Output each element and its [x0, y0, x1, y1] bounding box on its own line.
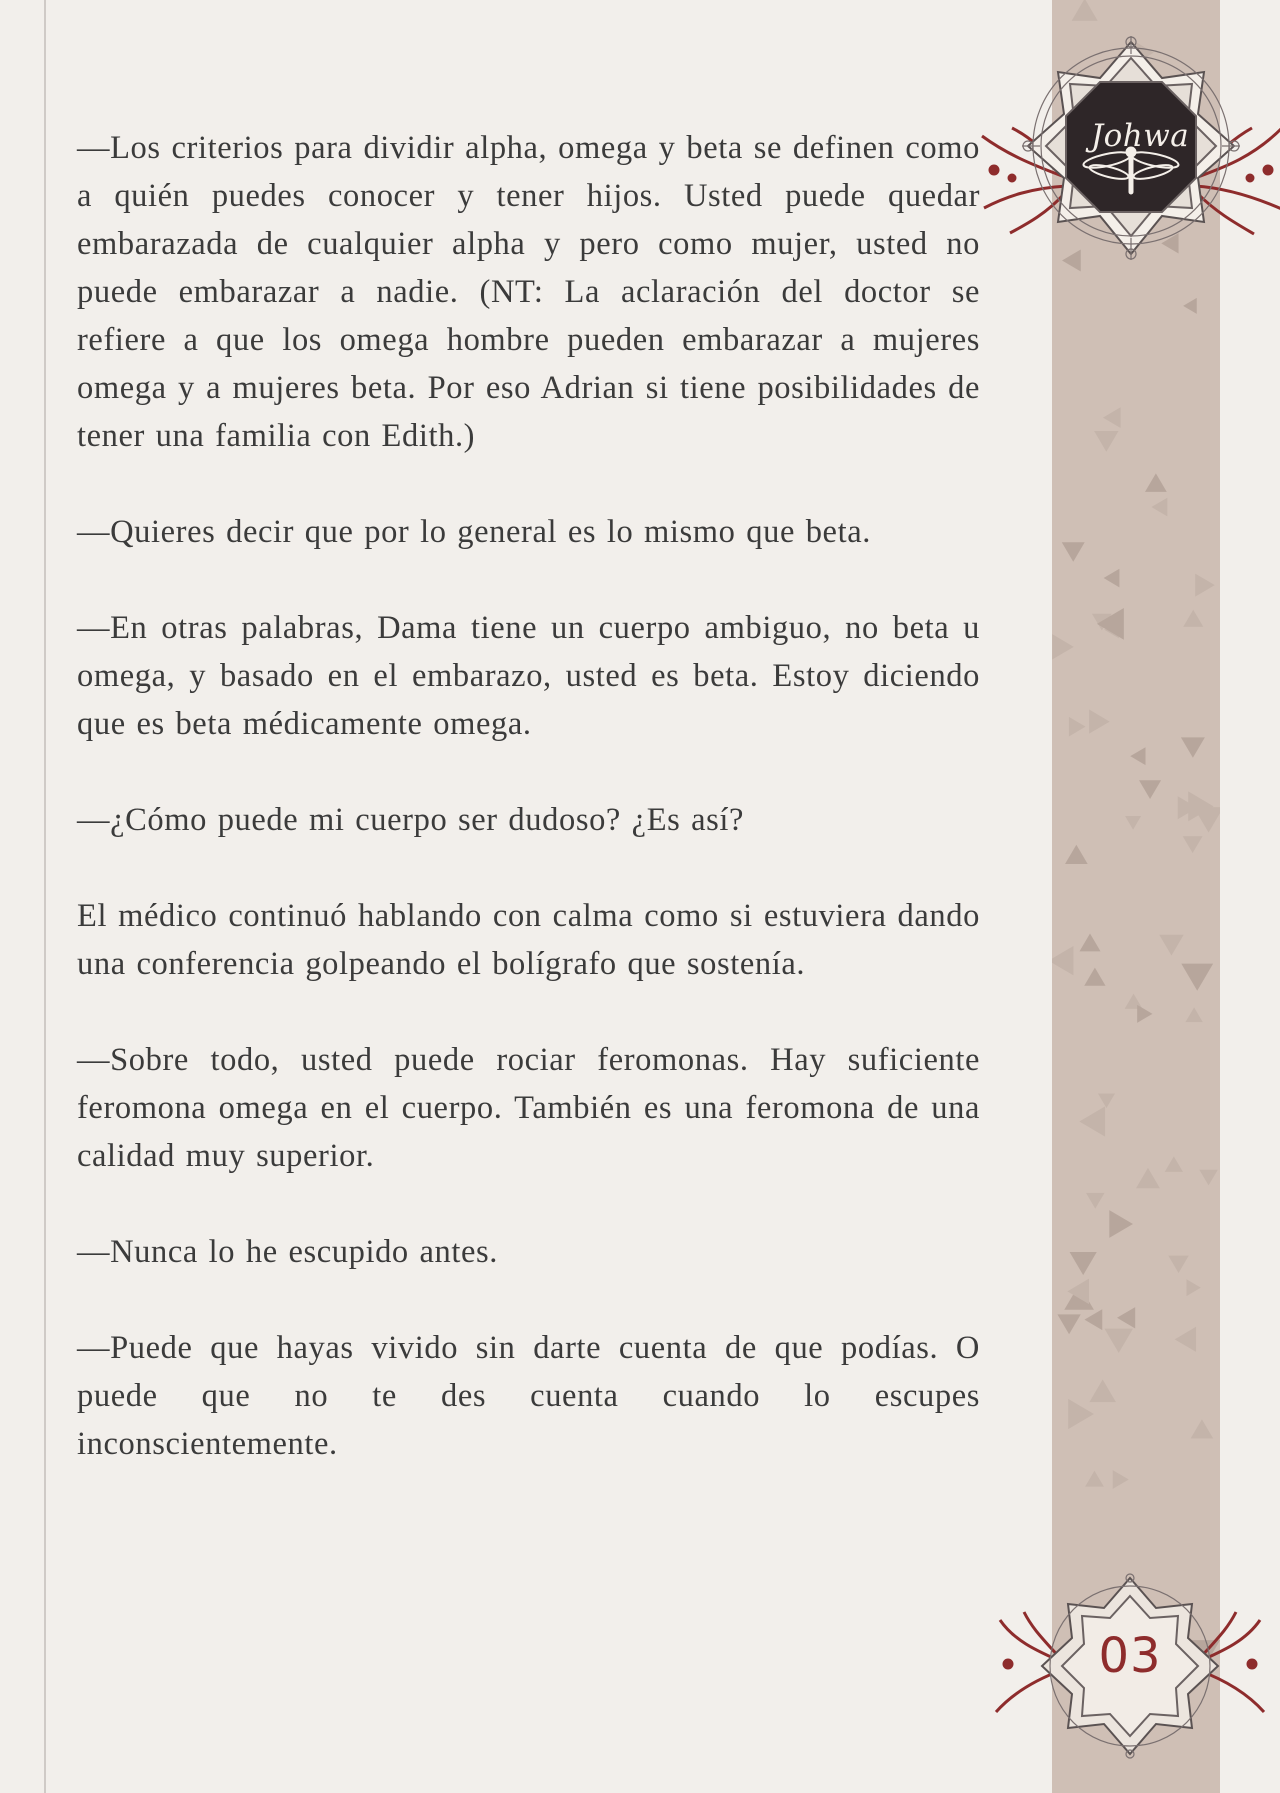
triangle-pattern-mark — [1145, 473, 1167, 491]
triangle-pattern-mark — [1191, 1419, 1214, 1438]
triangle-pattern-mark — [1089, 710, 1110, 734]
triangle-pattern-mark — [1097, 608, 1124, 640]
paragraph: —En otras palabras, Dama tiene un cuerpo ambiguo, no beta u omega, y basado en el embarazo, usted es beta. Estoy diciendo que es beta médicamente omega. — [77, 610, 980, 742]
triangle-pattern-mark — [1068, 1399, 1094, 1429]
triangle-pattern-mark — [1137, 1005, 1152, 1023]
triangle-pattern-mark — [1183, 610, 1203, 627]
triangle-pattern-mark — [1117, 1307, 1135, 1328]
brand-label: Johwa — [1090, 118, 1190, 154]
paragraph: El médico continuó hablando con calma como si estuviera dando una conferencia golpeando el bolígrafo que sostenía. — [77, 898, 980, 982]
paragraph: —Quieres decir que por lo general es lo mismo que beta. — [77, 514, 871, 550]
triangle-pattern-mark — [1104, 1329, 1133, 1353]
triangle-pattern-mark — [1052, 634, 1074, 659]
page-number: 03 — [1098, 1628, 1162, 1684]
page-margin-line — [44, 0, 46, 1793]
paragraph: —Sobre todo, usted puede rociar feromonas. Hay suficiente feromona omega en el cuerpo. También es una feromona de una calidad muy superior. — [77, 1042, 980, 1174]
triangle-pattern-mark — [1094, 431, 1118, 452]
triangle-pattern-mark — [1183, 836, 1203, 853]
triangle-pattern-mark — [1069, 717, 1086, 737]
mandala-ornament-top — [972, 28, 1280, 338]
triangle-pattern-mark — [1070, 1252, 1097, 1275]
triangle-pattern-mark — [1165, 1156, 1183, 1171]
triangle-pattern-mark — [1175, 1327, 1196, 1352]
triangle-pattern-mark — [1089, 1380, 1116, 1403]
paragraph: —Los criterios para dividir alpha, omega y beta se definen como a quién puedes conocer y tener hijos. Usted puede quedar embarazada de cualquier alpha y pero como mujer, usted no puede embarazar a nadie. (NT: La aclaración del doctor se refiere a que los omega hombre pueden embarazar a mujeres omega y a mujeres beta. Por eso Adrian si tiene posibilidades de tener una familia con Edith.) — [77, 130, 980, 454]
triangle-pattern-mark — [1151, 498, 1167, 517]
triangle-pattern-mark — [1159, 935, 1183, 956]
triangle-pattern-mark — [1136, 1168, 1160, 1188]
triangle-pattern-mark — [1181, 737, 1205, 757]
triangle-pattern-mark — [1086, 1193, 1105, 1209]
triangle-pattern-mark — [1079, 934, 1100, 952]
triangle-pattern-mark — [1109, 1210, 1133, 1238]
triangle-pattern-mark — [1113, 1470, 1129, 1489]
triangle-pattern-mark — [1084, 1309, 1102, 1330]
triangle-pattern-mark — [1181, 964, 1213, 991]
body-text — [77, 124, 980, 1516]
triangle-pattern-mark — [1130, 747, 1145, 765]
triangle-pattern-mark — [1065, 845, 1088, 864]
triangle-pattern-mark — [1098, 1093, 1115, 1107]
triangle-pattern-mark — [1199, 1170, 1217, 1186]
paragraph: —Puede que hayas vivido sin darte cuenta de que podías. O puede que no te des cuenta cuando lo escupes inconscientemente. — [77, 1330, 980, 1462]
triangle-pattern-mark — [1079, 1106, 1105, 1136]
triangle-pattern-mark — [1062, 542, 1085, 561]
paragraph: —Nunca lo he escupido antes. — [77, 1234, 499, 1270]
triangle-pattern-mark — [1185, 1007, 1202, 1022]
triangle-pattern-mark — [1125, 816, 1141, 830]
triangle-pattern-mark — [1084, 968, 1105, 986]
triangle-pattern-mark — [1168, 1256, 1188, 1273]
triangle-pattern-mark — [1139, 780, 1161, 799]
triangle-pattern-mark — [1052, 946, 1073, 975]
paragraph: —¿Cómo puede mi cuerpo ser dudoso? ¿Es así? — [77, 802, 745, 838]
triangle-pattern-mark — [1195, 574, 1215, 597]
triangle-pattern-mark — [1072, 0, 1098, 21]
triangle-pattern-mark — [1186, 1279, 1200, 1296]
triangle-pattern-mark — [1057, 1314, 1080, 1334]
triangle-pattern-mark — [1085, 1471, 1104, 1487]
triangle-pattern-mark — [1103, 407, 1121, 428]
triangle-pattern-mark — [1104, 569, 1120, 588]
